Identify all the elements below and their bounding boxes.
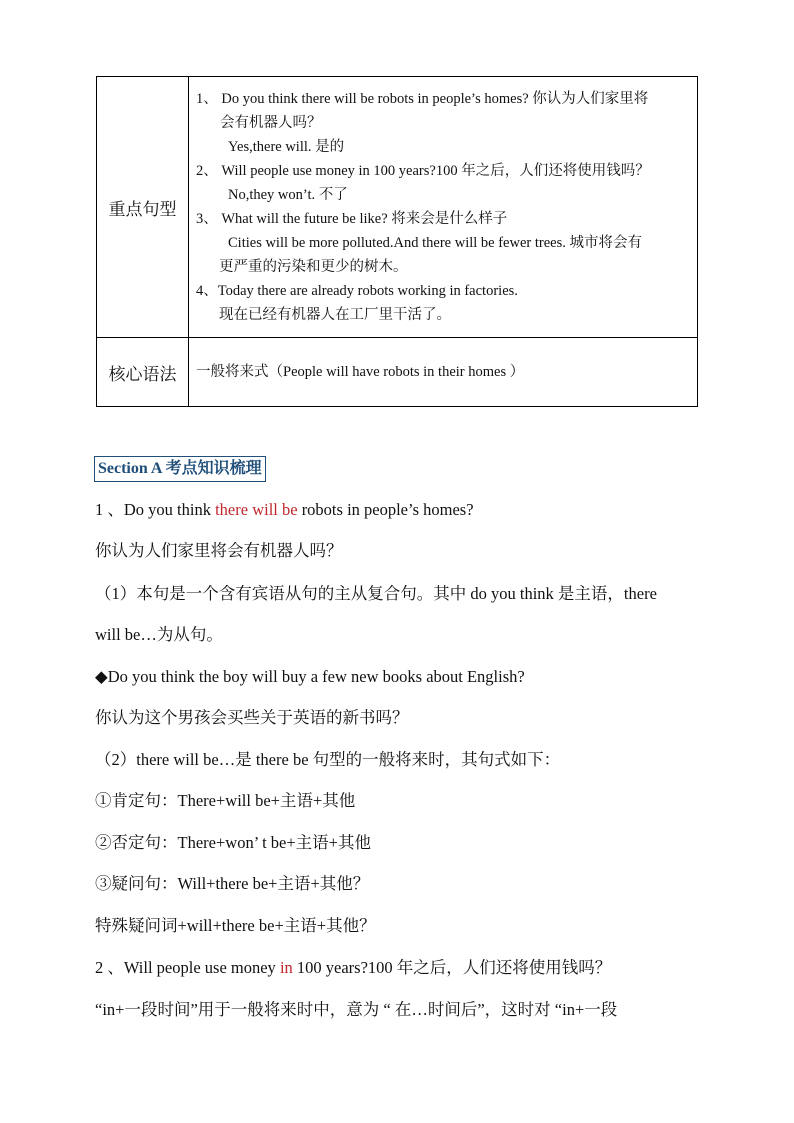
sentence-line: Yes,there will. 是的 bbox=[228, 139, 345, 155]
sentence-line: 4、Today there are already robots working in factories. bbox=[196, 283, 518, 299]
sentence-line: 3、 What will the future be like? 将来会是什么样子 bbox=[196, 211, 508, 227]
sentence-line: 2、 Will people use money in 100 years?100 年之后，人们还将使用钱吗？ bbox=[196, 163, 650, 179]
highlight-phrase: there will be bbox=[215, 500, 298, 519]
table-row bbox=[97, 338, 698, 407]
form-wh-question: 特殊疑问词+will+there be+主语+其他？ bbox=[95, 916, 376, 935]
note-2: （2）there will be…是 there be 句型的一般将来时，其句式如下： bbox=[95, 750, 561, 769]
section-title: Section A 考点知识梳理 bbox=[94, 456, 266, 482]
row-label-key-sentences: 重点句型 bbox=[97, 77, 189, 338]
sentence-line: 1、 Do you think there will be robots in people’s homes? 你认为人们家里将 bbox=[196, 91, 649, 107]
row-label-core-grammar: 核心语法 bbox=[97, 338, 189, 407]
example-sentence: ◆Do you think the boy will buy a few new books about English? bbox=[95, 667, 525, 686]
form-question: ③疑问句：Will+there be+主语+其他？ bbox=[95, 874, 370, 893]
question-2: 2 、Will people use money in 100 years?100 年之后，人们还将使用钱吗？ bbox=[95, 958, 612, 977]
summary-table bbox=[96, 76, 698, 407]
note-1-line-2: will be…为从句。 bbox=[95, 625, 223, 644]
question-2-note: “in+一段时间”用于一般将来时中，意为 “ 在…时间后”，这时对 “in+一段 bbox=[95, 1000, 618, 1019]
question-1-translation: 你认为人们家里将会有机器人吗？ bbox=[95, 541, 343, 560]
table-row bbox=[97, 77, 698, 338]
question-1: 1 、Do you think there will be robots in people’s homes? bbox=[95, 500, 474, 519]
sentence-line: 会有机器人吗？ bbox=[220, 115, 322, 131]
core-grammar-cell: 一般将来式（People will have robots in their homes ） bbox=[189, 338, 698, 407]
key-sentences-cell bbox=[189, 77, 698, 338]
sentence-line: Cities will be more polluted.And there will be fewer trees. 城市将会有 bbox=[228, 235, 642, 251]
sentence-line: 更严重的污染和更少的树木。 bbox=[219, 259, 408, 275]
highlight-phrase: in bbox=[279, 958, 293, 977]
form-affirmative: ①肯定句：There+will be+主语+其他 bbox=[95, 791, 356, 810]
sentence-line: No,they won’t. 不了 bbox=[228, 187, 348, 203]
note-1-line-1: （1）本句是一个含有宾语从句的主从复合句。其中 do you think 是主语，there bbox=[95, 584, 657, 603]
example-translation: 你认为这个男孩会买些关于英语的新书吗？ bbox=[95, 708, 409, 727]
form-negative: ②否定句：There+won’ t be+主语+其他 bbox=[95, 833, 371, 852]
sentence-line: 现在已经有机器人在工厂里干活了。 bbox=[219, 307, 451, 323]
